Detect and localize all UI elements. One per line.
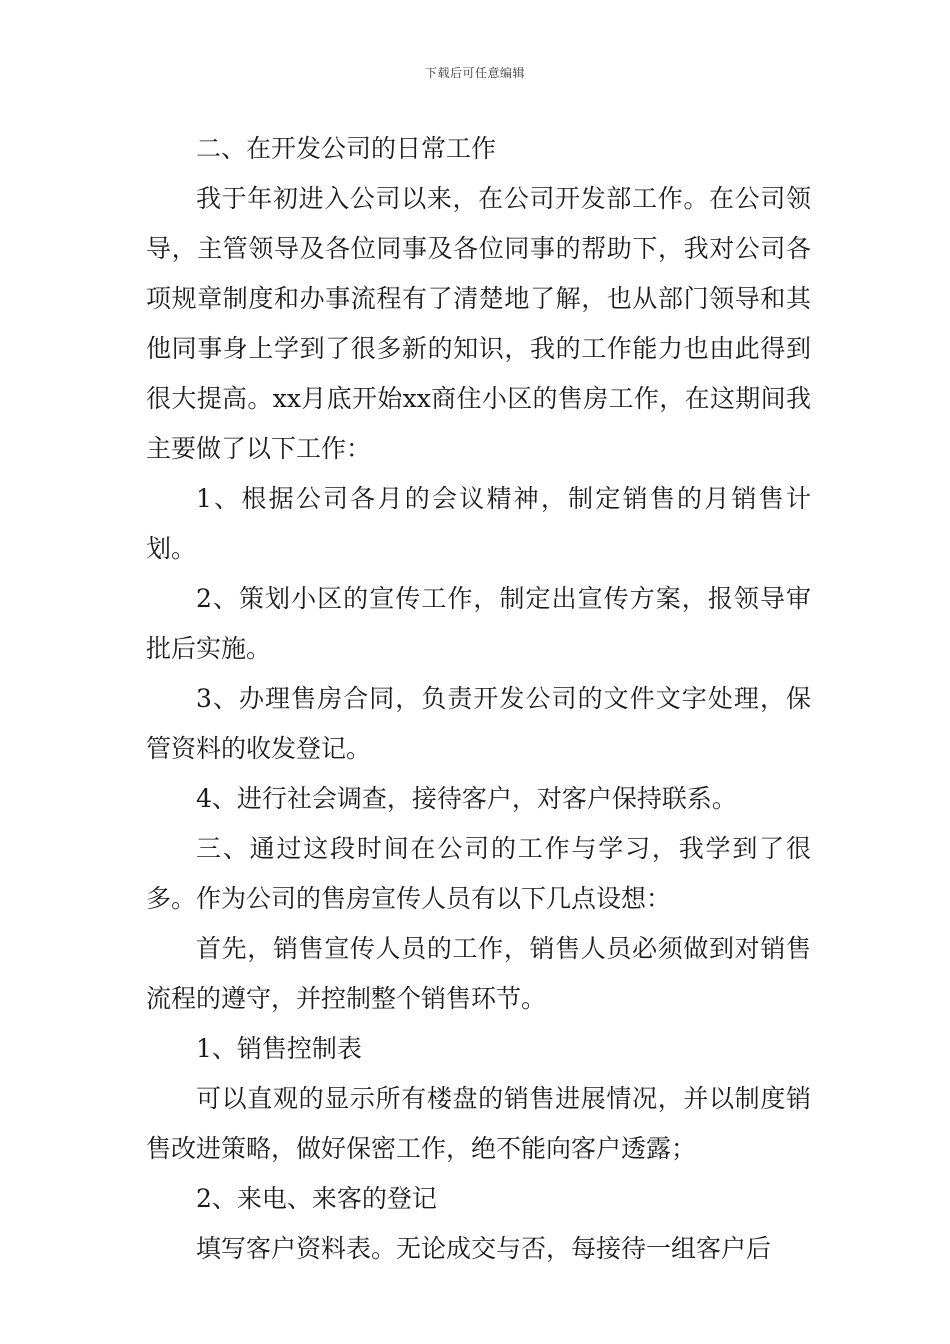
paragraph-subitem-1-body: 可以直观的显示所有楼盘的销售进展情况，并以制度销售改进策略，做好保密工作，绝不能向客户透露； [146,1084,811,1163]
paragraph-subitem-2-body: 填写客户资料表。无论成交与否，每接待一组客户后 [196,1234,772,1263]
paragraph-item-2: 2、策划小区的宣传工作，制定出宣传方案，报领导审批后实施。 [146,584,811,663]
paragraph-subitem-1-title: 1、销售控制表 [196,1034,362,1063]
paragraph-section-2-title: 二、在开发公司的日常工作 [196,134,497,163]
paragraph-intro: 我于年初进入公司以来，在公司开发部工作。在公司领导，主管领导及各位同事及各位同事的帮助下，我对公司各项规章制度和办事流程有了清楚地了解，也从部门领导和其他同事身上学到了很多新的知识，我的工作能力也由此得到很大提高。xx月底开始xx商住小区的售房工作，在这期间我主要做了以下工作： [146,184,811,463]
paragraph-item-1: 1、根据公司各月的会议精神，制定销售的月销售计划。 [146,484,811,563]
page-header-note: 下载后可任意编辑 [424,66,525,80]
paragraph-item-4: 4、进行社会调查，接待客户，对客户保持联系。 [196,784,737,813]
paragraph-subitem-2-title: 2、来电、来客的登记 [196,1184,437,1213]
document-body [146,124,811,1274]
paragraph-item-3: 3、办理售房合同，负责开发公司的文件文字处理，保管资料的收发登记。 [146,684,811,763]
paragraph-first-point: 首先，销售宣传人员的工作，销售人员必须做到对销售流程的遵守，并控制整个销售环节。 [146,934,811,1013]
paragraph-section-3-title: 三、通过这段时间在公司的工作与学习，我学到了很多。作为公司的售房宣传人员有以下几点设想： [146,834,811,913]
